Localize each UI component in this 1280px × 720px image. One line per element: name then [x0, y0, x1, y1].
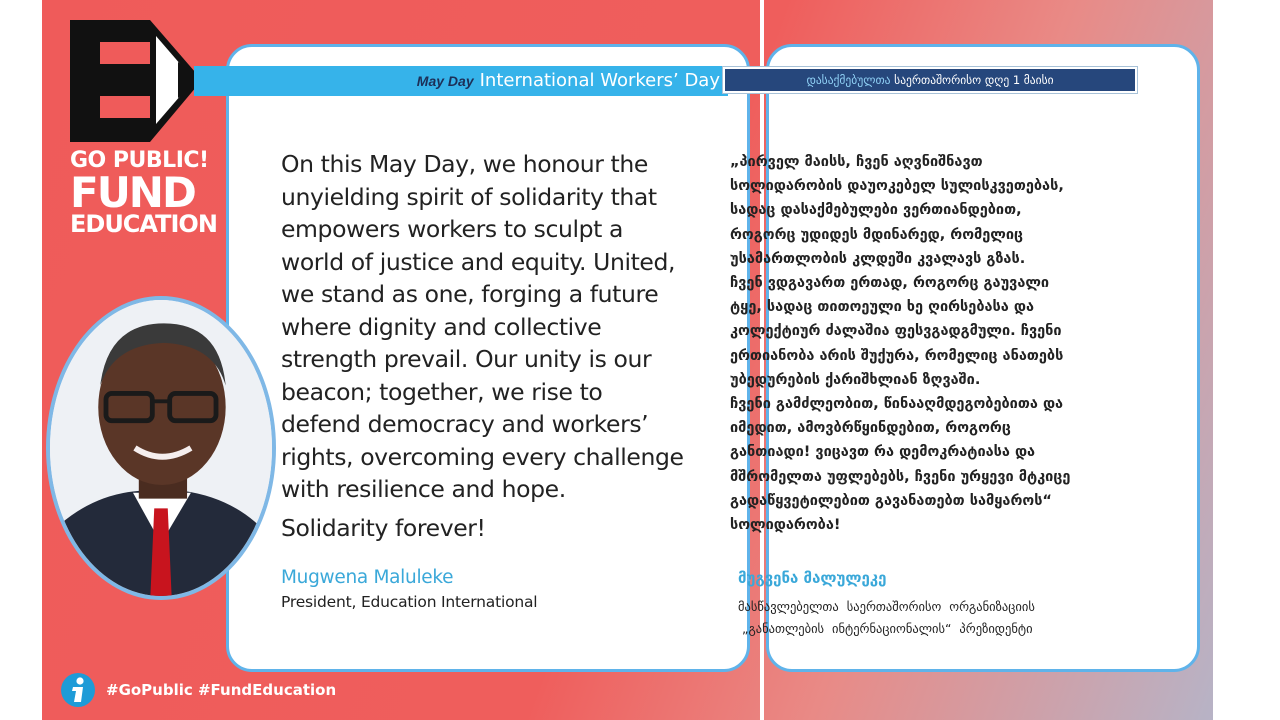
english-quote: On this May Day, we honour the unyielding spirit of solidarity that empowers workers to sculpt a world of justice and equity. United, we stand as one, forging a future where dignity and collective strength prevail. Our unity is our beacon; together, we rise to defend democracy and workers’ rights, overcoming every challenge with resilience and hope.: [281, 150, 684, 503]
campaign-line-2: FUND: [70, 167, 195, 217]
georgian-speaker-title: მასწავლებელთა საერთაშორისო ორგანიზაციის „განათლების ინტერნაციონალის“ პრეზიდენტი: [738, 599, 1035, 636]
georgian-header-rest: საერთაშორისო დღე 1 მაისი: [890, 73, 1054, 87]
georgian-header-lead: დასაქმებულთა: [806, 73, 891, 87]
english-header-banner: [194, 66, 728, 96]
georgian-speaker-name: მუგვენა მალულეკე: [738, 569, 887, 587]
header-workers-day: International Workers’ Day: [479, 70, 720, 91]
georgian-quote: „პირველ მაისს, ჩვენ აღვნიშნავთ სოლიდარობის დაუოკებელ სულისკვეთებას, სადაც დასაქმებულები ვერთიანდებით, როგორც უდიდეს მდინარედ, რომელიც უსამართლობის კლდეში კვალავს გზას. ჩვენ ვდგავართ ერთად, როგორც გაუვალი ტყე, სადაც თითოეული ხე ღირსებასა და კოლექტიურ ძალაშია ფესვგადგმული. ჩვენი ერთიანობა არის შუქურა, რომელიც ანათებს უბედურების ქარიშხლიან ზღვაში. ჩვენი გამძლეობით, წინააღმდეგობებითა და იმედით, ამოვბრწყინდებით, როგორც განთიადი! ვიცავთ რა დემოკრატიასა და მშრომელთა უფლებებს, ჩვენი ურყევი მტკიცე გადაწყვეტილებით გავანათებთ სამყაროს“ სოლიდარობა!: [730, 154, 1071, 534]
hashtags: #GoPublic #FundEducation: [106, 681, 337, 699]
header-may-day: May Day: [416, 73, 474, 89]
campaign-wordmark: [70, 150, 220, 236]
english-speaker-title: President, Education International: [281, 593, 538, 611]
english-closing: Solidarity forever!: [281, 514, 486, 542]
pencil-e-logo-icon: [70, 20, 204, 142]
campaign-line-3: EDUCATION: [70, 209, 217, 238]
georgian-header-text: [725, 69, 1135, 91]
education-international-logo-icon: [60, 672, 96, 708]
georgian-header-banner: [722, 66, 1138, 94]
english-speaker-name: Mugwena Maluleke: [281, 567, 454, 588]
campaign-line-1: GO PUBLIC!: [70, 148, 209, 173]
portrait-photo: [46, 296, 276, 600]
